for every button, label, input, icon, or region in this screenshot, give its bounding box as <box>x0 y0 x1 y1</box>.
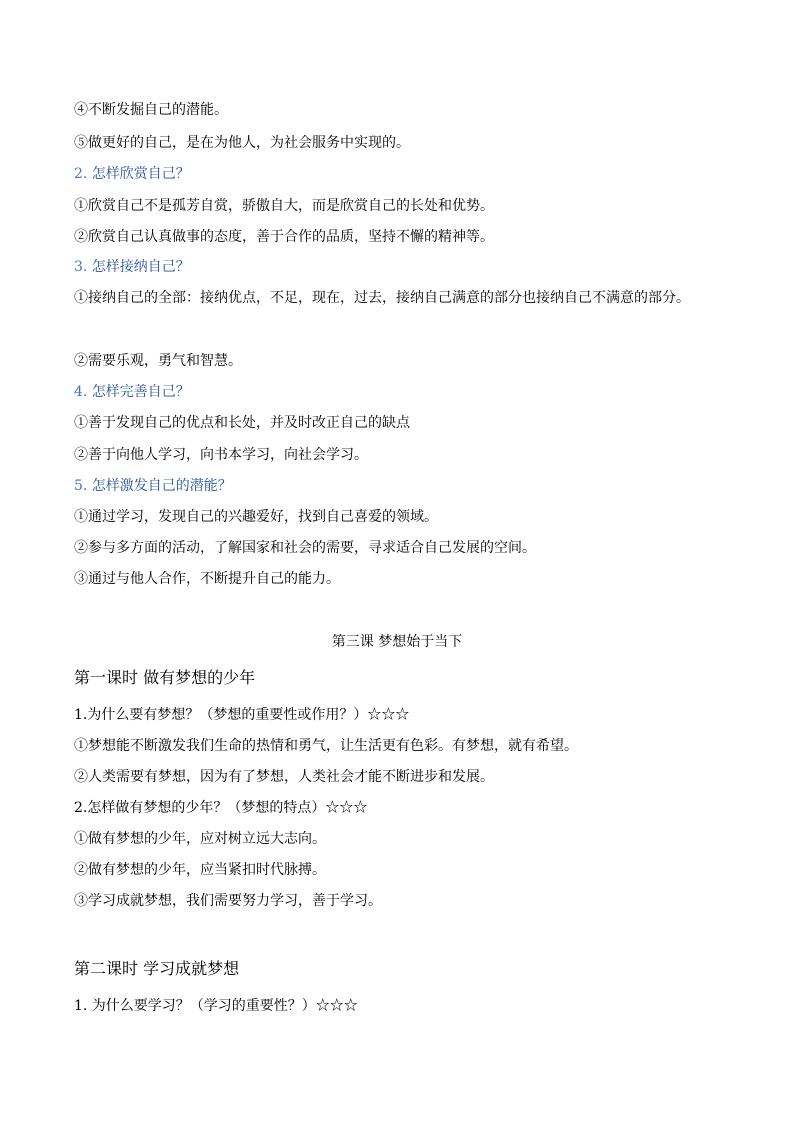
item-line: ②人类需要有梦想，因为有了梦想，人类社会才能不断进步和发展。 <box>74 769 494 785</box>
question-number: 3. <box>74 259 88 275</box>
item-line: ②欣赏自己认真做事的态度，善于合作的品质，坚持不懈的精神等。 <box>74 229 494 245</box>
item-line: ②善于向他人学习，向书本学习，向社会学习。 <box>74 447 368 463</box>
question-text: 怎样欣赏自己？ <box>87 166 190 182</box>
item-line: ③通过与他人合作，不断提升自己的能力。 <box>74 571 340 587</box>
question-text: 怎样完善自己？ <box>87 384 190 400</box>
item-line: ②做有梦想的少年，应当紧扣时代脉搏。 <box>74 862 326 878</box>
item-line: ④不断发掘自己的潜能。 <box>74 102 228 118</box>
item-line: ①欣赏自己不是孤芳自赏，骄傲自大，而是欣赏自己的长处和优势。 <box>74 198 494 214</box>
question-number: 2. <box>74 166 88 182</box>
question-heading <box>74 257 190 277</box>
question-text: 怎样接纳自己？ <box>87 259 190 275</box>
question-heading <box>74 382 190 402</box>
item-line: ①做有梦想的少年，应对树立远大志向。 <box>74 831 326 847</box>
item-line: ①梦想能不断激发我们生命的热情和勇气，让生活更有色彩。有梦想，就有希望。 <box>74 738 578 754</box>
lesson-title: 第三课 梦想始于当下 <box>331 634 463 650</box>
question-number: 4. <box>74 384 88 400</box>
section-heading: 第二课时 学习成就梦想 <box>74 959 240 978</box>
question-line: 2.怎样做有梦想的少年？（梦想的特点）☆☆☆ <box>74 800 368 816</box>
question-text: 怎样激发自己的潜能？ <box>87 478 232 494</box>
section-heading: 第一课时 做有梦想的少年 <box>74 668 256 687</box>
question-number: 1. <box>74 998 88 1014</box>
item-line: ⑤做更好的自己，是在为他人，为社会服务中实现的。 <box>74 135 410 151</box>
item-line-wrapped: ①接纳自己的全部：接纳优点，不足，现在，过去，接纳自己满意的部分也接纳自己不满意的部分。 <box>74 290 690 306</box>
question-line: 1.为什么要有梦想？（梦想的重要性或作用？）☆☆☆ <box>74 707 410 723</box>
item-line: ②参与多方面的活动，了解国家和社会的需要，寻求适合自己发展的空间。 <box>74 540 536 556</box>
question-heading <box>74 476 232 496</box>
item-line: ①通过学习，发现自己的兴趣爱好，找到自己喜爱的领域。 <box>74 509 438 525</box>
question-line <box>74 996 358 1016</box>
item-line: ③学习成就梦想，我们需要努力学习，善于学习。 <box>74 893 382 909</box>
question-heading <box>74 164 190 184</box>
question-text: 为什么要学习？（学习的重要性？）☆☆☆ <box>87 998 358 1014</box>
item-line: ①善于发现自己的优点和长处，并及时改正自己的缺点 <box>74 415 410 431</box>
item-line: ②需要乐观，勇气和智慧。 <box>74 353 242 369</box>
question-number: 5. <box>74 478 88 494</box>
